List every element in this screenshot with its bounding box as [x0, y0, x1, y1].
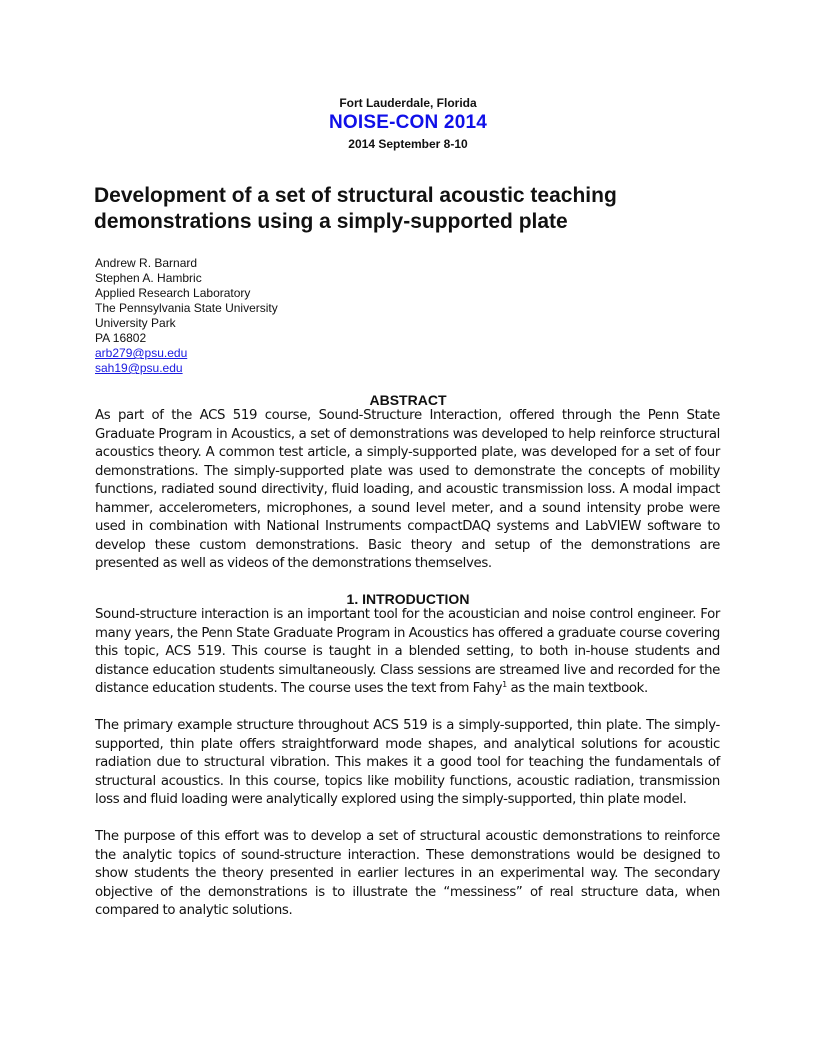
email-link[interactable]: arb279@psu.edu	[95, 346, 188, 360]
introduction-heading: 1. INTRODUCTION	[346, 591, 470, 607]
introduction-paragraph-2: The primary example structure throughout ACS 519 is a simply-supported, thin plate. The simply-supported, thin plate offers straightforward mode shapes, and analytical solutions for acoustic radiation due to structural vibration. This makes it a good tool for teaching the fundamentals of structural acoustics. In this course, topics like mobility functions, acoustic radiation, transmission loss and fluid loading were analytically explored using the simply-supported, thin plate model.	[95, 718, 720, 807]
affiliation-line: The Pennsylvania State University	[95, 301, 278, 315]
affiliation-line: University Park	[95, 316, 176, 330]
author-name: Andrew R. Barnard	[95, 256, 198, 270]
introduction-paragraph-1	[95, 606, 720, 699]
affiliation-line: Applied Research Laboratory	[95, 286, 251, 300]
conference-date: 2014 September 8-10	[348, 137, 468, 151]
conference-location: Fort Lauderdale, Florida	[339, 96, 477, 110]
author-block	[95, 256, 278, 376]
reference-marker[interactable]: 1	[502, 680, 507, 689]
paragraph-text: Sound-structure interaction is an important tool for the acoustician and noise control engineer. For many years, the Penn State Graduate Program in Acoustics has offered a graduate course covering this topic, ACS 519. This course is taught in a blended setting, to both in-house students and distance education students simultaneously. Class sessions are streamed live and recorded for the distance education students. The course uses the text from Fahy	[95, 607, 720, 696]
affiliation-line: PA 16802	[95, 331, 147, 345]
email-link[interactable]: sah19@psu.edu	[95, 361, 183, 375]
author-name: Stephen A. Hambric	[95, 271, 202, 285]
paragraph-text: as the main textbook.	[506, 681, 648, 696]
abstract-text: As part of the ACS 519 course, Sound-Structure Interaction, offered through the Penn State Graduate Program in Acoustics, a set of demonstrations was developed to help reinforce structural acoustics theory. A common test article, a simply-supported plate, was developed for a set of four demonstrations. The simply-supported plate was used to demonstrate the concepts of mobility functions, radiated sound directivity, fluid loading, and acoustic transmission loss. A modal impact hammer, accelerometers, microphones, a sound level meter, and a sound intensity probe were used in combination with National Instruments compactDAQ systems and LabVIEW software to develop these custom demonstrations. Basic theory and setup of the demonstrations are presented as well as videos of the demonstrations themselves.	[95, 408, 720, 571]
paper-title: Development of a set of structural acoustic teaching demonstrations using a simply-supported plate	[94, 184, 617, 233]
conference-name: NOISE-CON 2014	[328, 112, 488, 133]
abstract-heading: ABSTRACT	[369, 392, 447, 408]
introduction-paragraph-3: The purpose of this effort was to develop a set of structural acoustic demonstrations to reinforce the analytic topics of sound-structure interaction. These demonstrations would be designed to show students the theory presented in earlier lectures in an experimental way. The secondary objective of the demonstrations is to illustrate the “messiness” of real structure data, when compared to analytic solutions.	[95, 829, 720, 918]
